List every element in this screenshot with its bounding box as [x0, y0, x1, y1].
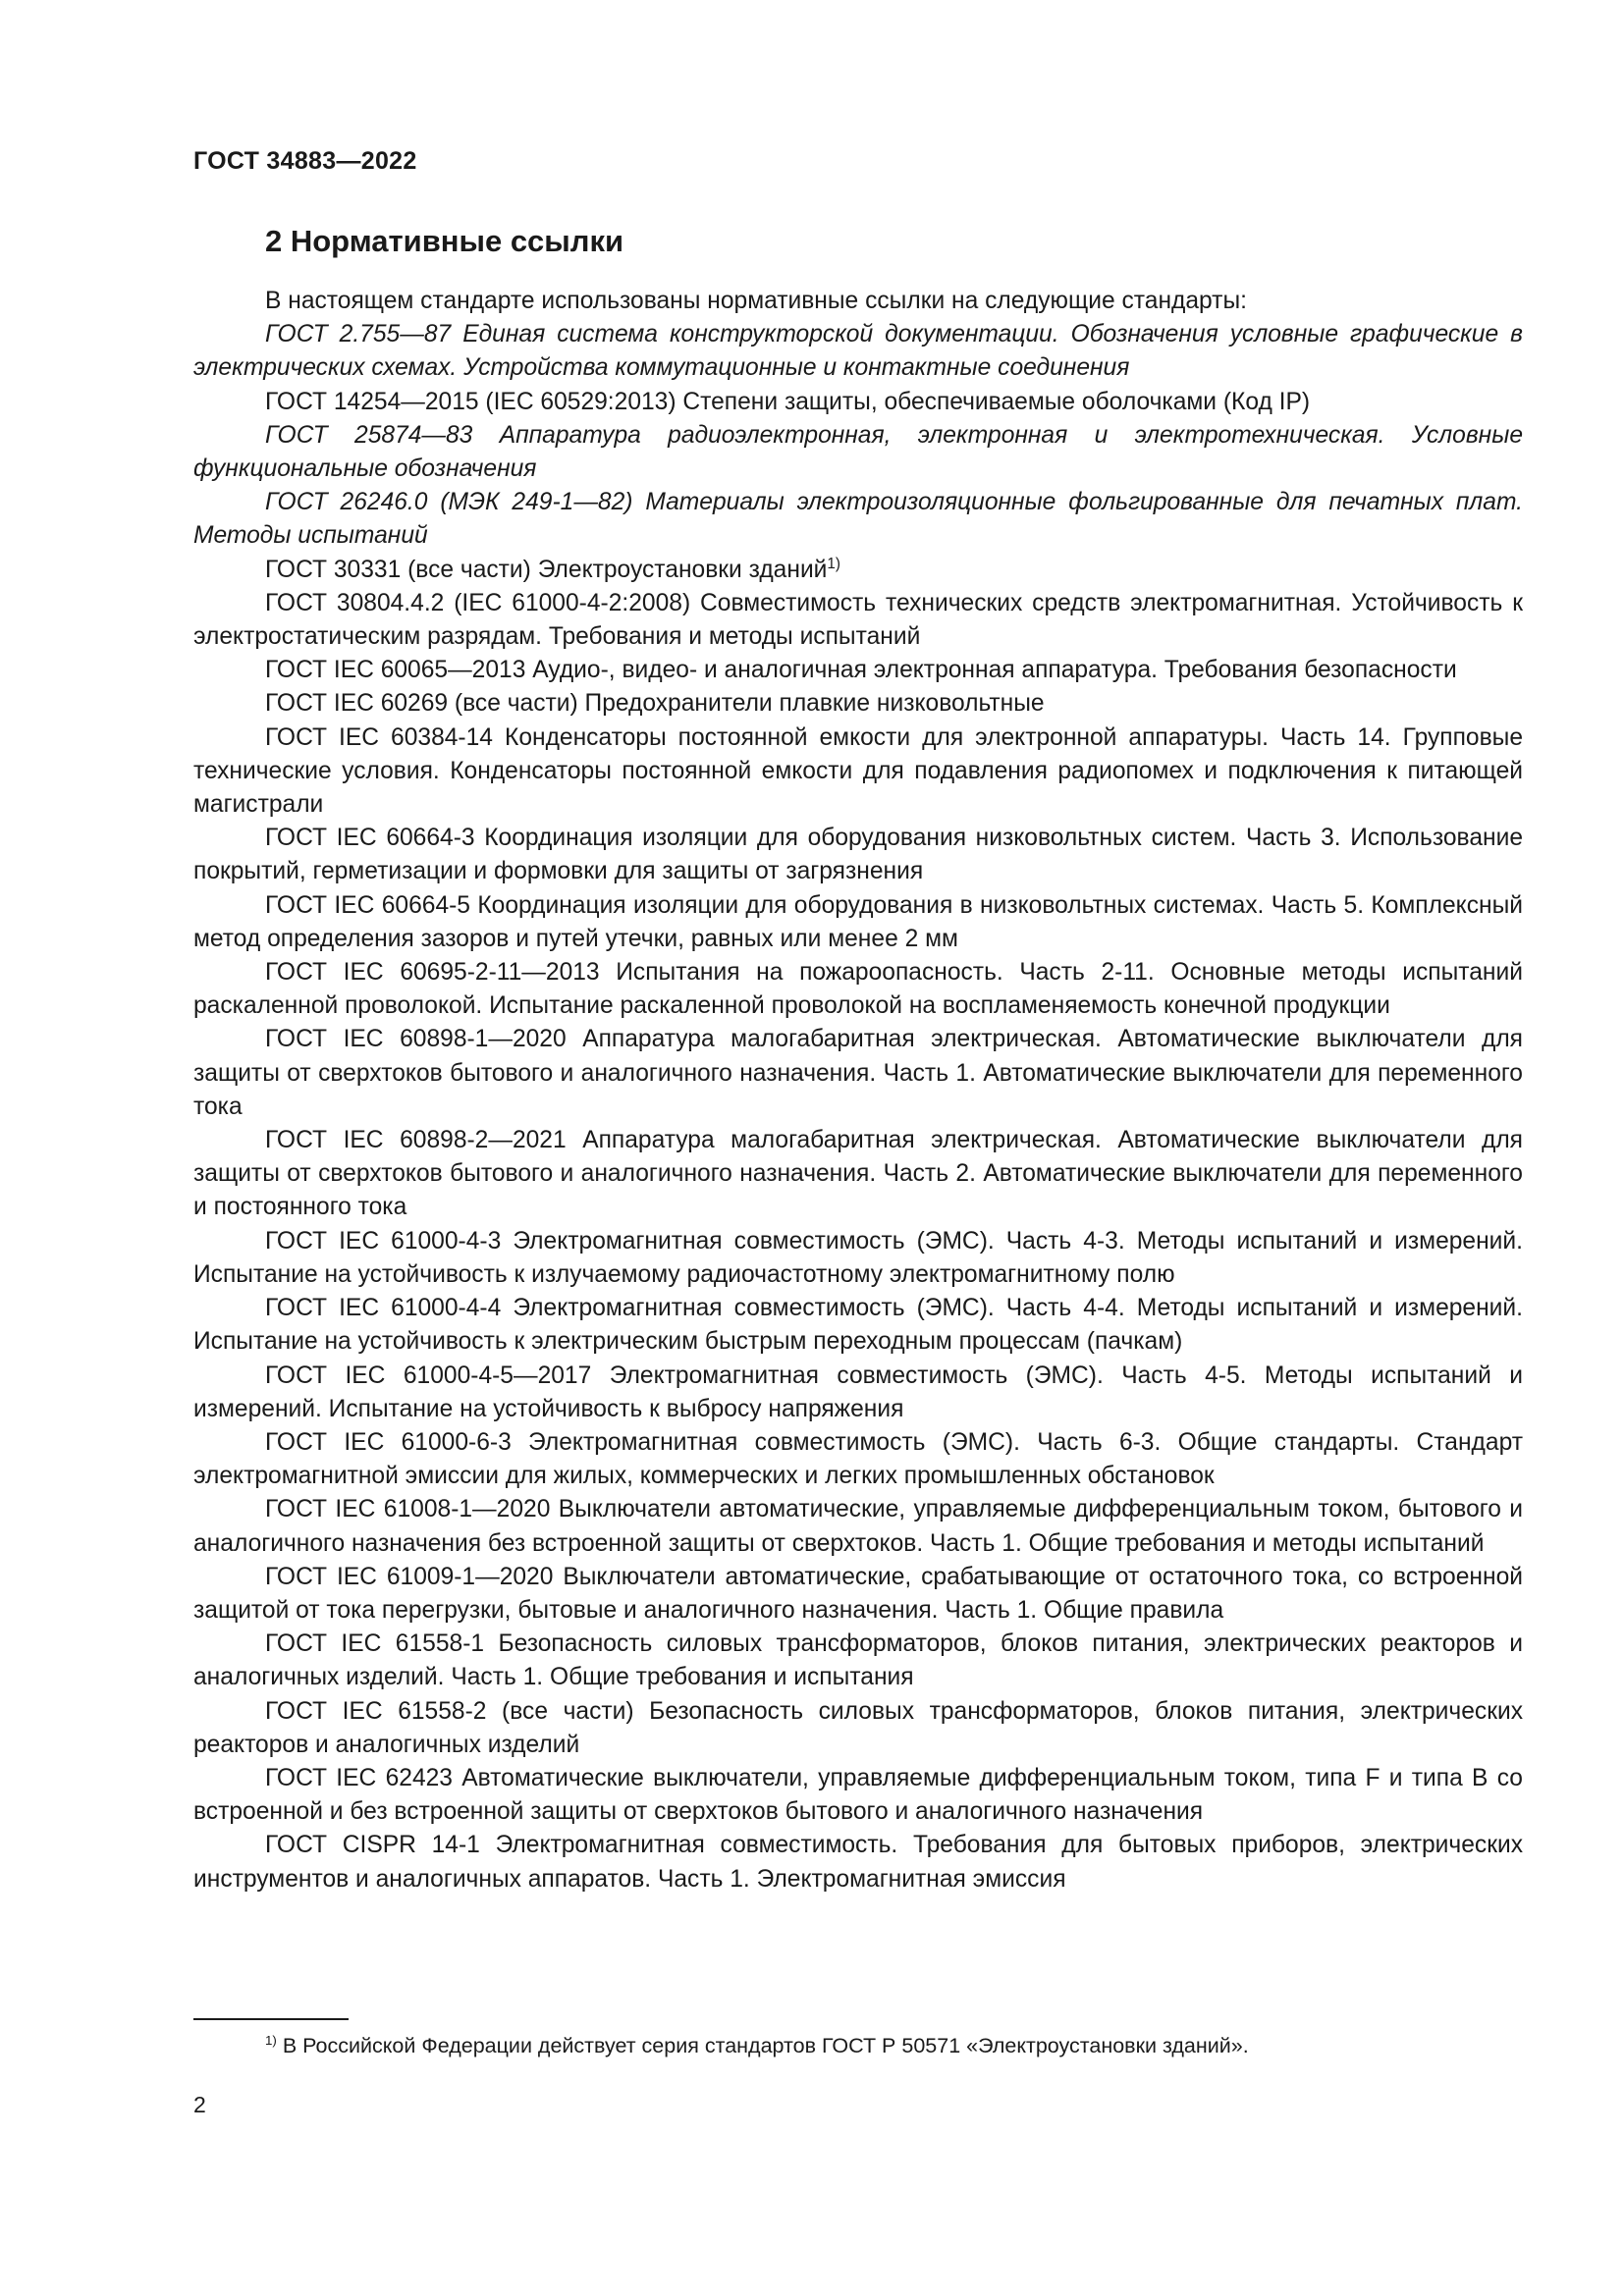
reference-text: ГОСТ 30331 (все части) Электроустановки зданий	[265, 556, 828, 583]
references-body	[193, 285, 1523, 1896]
reference-text: ГОСТ IEC 61000-4-3 Электромагнитная совместимость (ЭМС). Часть 4-3. Методы испытаний и измерений. Испытание на устойчивость к излучаемому радиочастотному электромагнитному полю	[193, 1227, 1523, 1288]
reference-text: ГОСТ 25874—83 Аппаратура радиоэлектронная, электронная и электротехническая. Условные функциональные обозначения	[193, 421, 1523, 483]
reference-entry	[193, 1628, 1523, 1694]
footnote-marker: 1)	[265, 2032, 277, 2048]
reference-text: ГОСТ IEC 60898-2—2021 Аппаратура малогабаритная электрическая. Автоматические выключатели для защиты от сверхтоков бытового и аналогичного назначения. Часть 2. Автоматические выключатели для переменного и постоянного тока	[193, 1127, 1523, 1221]
reference-text: ГОСТ 30804.4.2 (IEC 61000-4-2:2008) Совместимость технических средств электромагнитная. Устойчивость к электростатическим разрядам. Требования и методы испытаний	[193, 589, 1523, 651]
document-code: ГОСТ 34883—2022	[193, 147, 417, 175]
reference-entry	[193, 1426, 1523, 1493]
reference-text: ГОСТ IEC 61009-1—2020 Выключатели автоматические, срабатывающие от остаточного тока, со встроенной защитой от тока перегрузки, бытовые и аналогичного назначения. Часть 1. Общие правила	[193, 1563, 1523, 1624]
footnote-text: В Российской Федерации действует серия стандартов ГОСТ Р 50571 «Электроустановки зданий».	[282, 2034, 1249, 2057]
reference-entry	[193, 654, 1523, 687]
section-heading: 2 Нормативные ссылки	[265, 224, 624, 258]
reference-text: ГОСТ IEC 61000-6-3 Электромагнитная совместимость (ЭМС). Часть 6-3. Общие стандарты. Стандарт электромагнитной эмиссии для жилых, коммерческих и легких промышленных обстановок	[193, 1428, 1523, 1490]
reference-entry	[193, 721, 1523, 823]
reference-entry	[193, 1695, 1523, 1762]
reference-text: ГОСТ IEC 61558-2 (все части) Безопасность силовых трансформаторов, блоков питания, электрических реакторов и аналогичных изделий	[193, 1697, 1523, 1758]
reference-entry	[193, 889, 1523, 956]
reference-entry	[193, 486, 1523, 553]
footnote-rule	[193, 2018, 349, 2020]
page-number: 2	[193, 2092, 206, 2117]
reference-entry	[193, 687, 1523, 721]
intro-paragraph: В настоящем стандарте использованы нормативные ссылки на следующие стандарты:	[265, 288, 1247, 314]
footnote	[265, 2032, 1249, 2059]
reference-entry	[193, 1829, 1523, 1896]
footnote-reference-marker: 1)	[827, 555, 840, 572]
reference-entry	[193, 1561, 1523, 1628]
reference-entry	[193, 1493, 1523, 1560]
reference-entry	[193, 554, 1523, 587]
reference-entry	[193, 1762, 1523, 1829]
reference-text: ГОСТ IEC 60269 (все части) Предохранители плавкие низковольтные	[265, 690, 1045, 718]
reference-text: ГОСТ IEC 62423 Автоматические выключатели, управляемые дифференциальным током, типа F и типа B со встроенной и без встроенной защиты от сверхтоков бытового и аналогичного назначения	[193, 1764, 1523, 1826]
reference-entry	[193, 956, 1523, 1023]
reference-text: ГОСТ IEC 60664-3 Координация изоляции для оборудования низковольтных систем. Часть 3. Использование покрытий, герметизации и формовки для защиты от загрязнения	[193, 825, 1523, 885]
reference-entry	[193, 419, 1523, 486]
reference-entry	[193, 1124, 1523, 1225]
reference-text: ГОСТ CISPR 14-1 Электромагнитная совместимость. Требования для бытовых приборов, электрических инструментов и аналогичных аппаратов. Часть 1. Электромагнитная эмиссия	[193, 1832, 1523, 1893]
reference-text: ГОСТ IEC 60065—2013 Аудио-, видео- и аналогичная электронная аппаратура. Требования безопасности	[265, 657, 1457, 684]
reference-text: ГОСТ IEC 60664-5 Координация изоляции для оборудования в низковольтных системах. Часть 5. Комплексный метод определения зазоров и путей утечки, равных или менее 2 мм	[193, 891, 1523, 952]
reference-text: ГОСТ IEC 61000-4-4 Электромагнитная совместимость (ЭМС). Часть 4-4. Методы испытаний и измерений. Испытание на устойчивость к электрическим быстрым переходным процессам (пачкам)	[193, 1295, 1523, 1356]
reference-text: ГОСТ 14254—2015 (IEC 60529:2013) Степени защиты, обеспечиваемые оболочками (Код IP)	[265, 388, 1311, 415]
reference-entry	[193, 822, 1523, 888]
reference-entry	[193, 1225, 1523, 1292]
reference-text: ГОСТ IEC 61558-1 Безопасность силовых трансформаторов, блоков питания, электрических реакторов и аналогичных изделий. Часть 1. Общие требования и испытания	[193, 1630, 1523, 1691]
reference-text: ГОСТ 26246.0 (МЭК 249-1—82) Материалы электроизоляционные фольгированные для печатных плат. Методы испытаний	[193, 489, 1523, 550]
reference-text: ГОСТ IEC 61008-1—2020 Выключатели автоматические, управляемые дифференциальным током, бытового и аналогичного назначения без встроенной защиты от сверхтоков. Часть 1. Общие требования и методы испытаний	[193, 1496, 1523, 1557]
reference-text: ГОСТ IEC 61000-4-5—2017 Электромагнитная совместимость (ЭМС). Часть 4-5. Методы испытаний и измерений. Испытание на устойчивость к выбросу напряжения	[193, 1362, 1523, 1422]
reference-text: ГОСТ IEC 60384-14 Конденсаторы постоянной емкости для электронной аппаратуры. Часть 14. Групповые технические условия. Конденсаторы постоянной емкости для подавления радиопомех и подключения к питающей магистрали	[193, 723, 1523, 819]
reference-entry	[193, 386, 1523, 419]
reference-text: ГОСТ IEC 60695-2-11—2013 Испытания на пожароопасность. Часть 2-11. Основные методы испытаний раскаленной проволокой. Испытание раскаленной проволокой на воспламеняемость конечной продукции	[193, 959, 1523, 1020]
reference-entry	[193, 587, 1523, 654]
reference-list	[193, 318, 1523, 1896]
reference-text: ГОСТ 2.755—87 Единая система конструкторской документации. Обозначения условные графические в электрических схемах. Устройства коммутационные и контактные соединения	[193, 321, 1523, 382]
reference-entry	[193, 1292, 1523, 1359]
reference-text: ГОСТ IEC 60898-1—2020 Аппаратура малогабаритная электрическая. Автоматические выключатели для защиты от сверхтоков бытового и аналогичного назначения. Часть 1. Автоматические выключатели для переменного тока	[193, 1026, 1523, 1120]
reference-entry	[193, 318, 1523, 385]
reference-entry	[193, 1023, 1523, 1124]
reference-entry	[193, 1360, 1523, 1426]
